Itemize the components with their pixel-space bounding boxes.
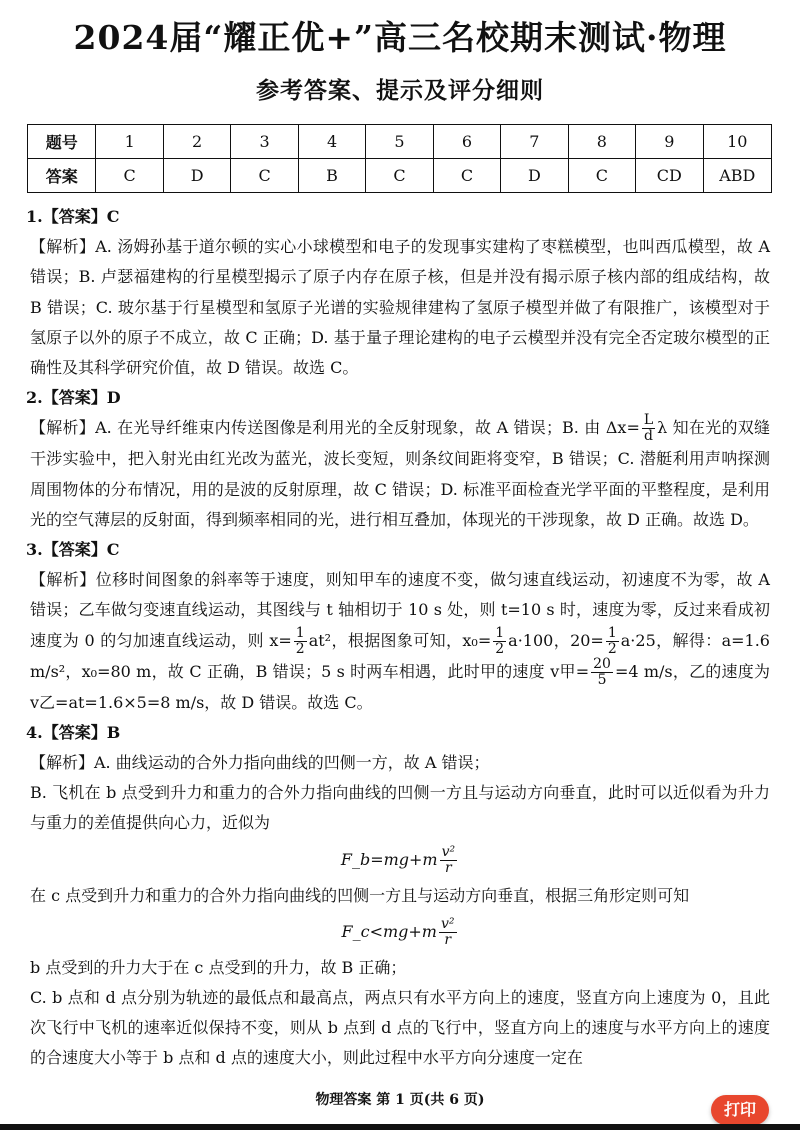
table-cell: D: [501, 159, 568, 193]
fraction-numerator: 20: [593, 655, 611, 672]
formula-fc: [30, 915, 770, 949]
fraction-denominator: r: [444, 931, 452, 948]
q1-answer-heading: 1.【答案】C: [26, 207, 120, 226]
table-cell: 6: [433, 125, 500, 159]
fraction-l-over-d: [642, 413, 655, 444]
fraction-v2-over-r: [440, 845, 458, 876]
fraction-v2-over-r: [439, 917, 457, 948]
fraction-denominator: 2: [295, 640, 305, 657]
q4-line-c: 在 c 点受到升力和重力的合外力指向曲线的凹侧一方且与运动方向垂直，根据三角形定则可知: [30, 885, 690, 905]
table-cell: 1: [96, 125, 163, 159]
q4-line-e: C. b 点和 d 点分别为轨迹的最低点和最高点，两点只有水平方向上的速度，竖直方向上速度为 0，且此次飞行中飞机的速率近似保持不变，则从 b 点到 d 点的飞行中，竖直方向上的速度与水平方向上的速度的合速度大小等于 b 点和 d 点的速度大小，则此过程中水平方向分速度一定在: [30, 988, 770, 1068]
row-label-number: 题号: [28, 125, 96, 159]
fraction-denominator: 5: [597, 671, 607, 688]
table-cell: CD: [636, 159, 703, 193]
q2-text-part2: λ 知在光的双缝干涉实验中，把入射光由红光改为蓝光，波长变短，则条纹间距将变窄，B 错误；C. 潜艇利用声呐探测周围物体的分布情况，用的是波的反射原理，故 C 错误；D. 标准平面检查光学平面的平整程度，是利用光的空气薄层的反射面，得到频率相同的光，进行相互叠加，体现光的干涉现象，故 D 正确。故选 D。: [30, 418, 770, 529]
q2-explanation: [30, 413, 770, 535]
table-cell: 2: [163, 125, 230, 159]
table-cell: 4: [298, 125, 365, 159]
page-footer: 物理答案 第 1 页(共 6 页): [315, 1092, 485, 1108]
table-cell: C: [366, 159, 433, 193]
table-cell: C: [433, 159, 500, 193]
table-cell: 3: [231, 125, 298, 159]
table-cell: C: [96, 159, 163, 193]
table-cell: 9: [636, 125, 703, 159]
fraction-twenty-over-five: [591, 657, 613, 688]
table-cell: 8: [568, 125, 635, 159]
table-cell: B: [298, 159, 365, 193]
table-cell: 5: [366, 125, 433, 159]
row-label-answer: 答案: [28, 159, 96, 193]
fraction-numerator: 1: [607, 624, 617, 641]
table-cell: D: [163, 159, 230, 193]
q2-answer-heading: 2.【答案】D: [26, 388, 121, 408]
fraction-one-half: [294, 626, 307, 657]
table-row-answers: [28, 159, 772, 193]
q1-explanation: 【解析】A. 汤姆孙基于道尔顿的实心小球模型和电子的发现事实建构了枣糕模型，也叫西瓜模型，故 A 错误；B. 卢瑟福建构的行星模型揭示了原子内存在原子核，但是并没有揭示原子核内部的组成结构，故 B 错误；C. 玻尔基于行星模型和氢原子光谱的实验规律建构了氢原子模型并做了有限推广，该模型对于氢原子以外的原子不成立，故 C 正确；D. 基于量子理论建构的电子云模型并没有完全否定玻尔模型的正确性及其科学研究价值，故 D 错误。故选 C。: [30, 237, 770, 378]
fraction-denominator: r: [445, 859, 452, 876]
q3-text-part4: a·25，解得：a=1.6 m/s²，x₀=80 m，故 C 正确，B 错误；5 s 时两车相遇，此时甲的速度 v甲=: [30, 630, 770, 681]
table-cell: ABD: [703, 159, 771, 193]
q4-line-a: 【解析】A. 曲线运动的合外力指向曲线的凹侧一方，故 A 错误；: [30, 753, 490, 773]
fraction-numerator: 1: [295, 624, 305, 641]
fraction-numerator: v²: [441, 843, 456, 860]
formula-left: F_b=mg+m: [340, 849, 438, 869]
q3-text-part2: at²，根据图象可知，x₀=: [308, 630, 492, 650]
q4-line-d: b 点受到的升力大于在 c 点受到的升力，故 B 正确；: [30, 957, 407, 977]
solution-body: [26, 202, 770, 1074]
fraction-denominator: 2: [495, 640, 505, 657]
q2-text-part1: 【解析】A. 在光导纤维束内传送图像是利用光的全反射现象，故 A 错误；B. 由 Δx=: [30, 418, 640, 438]
print-button[interactable]: 打印: [711, 1095, 769, 1125]
formula-left: F_c<mg+m: [341, 921, 437, 941]
table-cell: C: [568, 159, 635, 193]
q3-answer-heading: 3.【答案】C: [26, 540, 120, 560]
formula-fb: [30, 843, 770, 877]
fraction-numerator: L: [643, 412, 654, 429]
fraction-one-half: [493, 626, 506, 657]
bottom-divider: [0, 1124, 800, 1130]
fraction-numerator: 1: [495, 624, 505, 641]
q4-line-b: B. 飞机在 b 点受到升力和重力的合外力指向曲线的凹侧一方且与运动方向垂直，此时可以近似看为升力与重力的差值提供向心力，近似为: [30, 783, 770, 833]
q3-text-part1: 【解析】位移时间图象的斜率等于速度，则知甲车的速度不变，做匀速直线运动，初速度不为零，故 A 错误；乙车做匀变速直线运动，其图线与 t 轴相切于 10 s 处，则 t=10 s 时，速度为零，反过来看成初速度为 0 的匀加速直线运动，则 x=: [30, 570, 770, 650]
page-subtitle: 参考答案、提示及评分细则: [256, 77, 544, 104]
table-cell: 10: [703, 125, 771, 159]
table-cell: C: [231, 159, 298, 193]
q3-explanation: [30, 565, 770, 718]
table-cell: 7: [501, 125, 568, 159]
fraction-one-half: [606, 626, 619, 657]
q3-text-part5: =4 m/s，乙的速度为 v乙=at=1.6×5=8 m/s，故 D 错误。故选 C。: [30, 661, 770, 712]
fraction-denominator: 2: [607, 640, 617, 657]
answer-table: [27, 124, 772, 193]
q4-answer-heading: 4.【答案】B: [26, 722, 121, 742]
fraction-denominator: d: [644, 428, 653, 445]
q3-text-part3: a·100，20=: [508, 630, 604, 650]
fraction-numerator: v²: [440, 915, 455, 932]
page-title: 2024届“耀正优+”高三名校期末测试·物理: [73, 18, 727, 57]
table-row-numbers: [28, 125, 772, 159]
